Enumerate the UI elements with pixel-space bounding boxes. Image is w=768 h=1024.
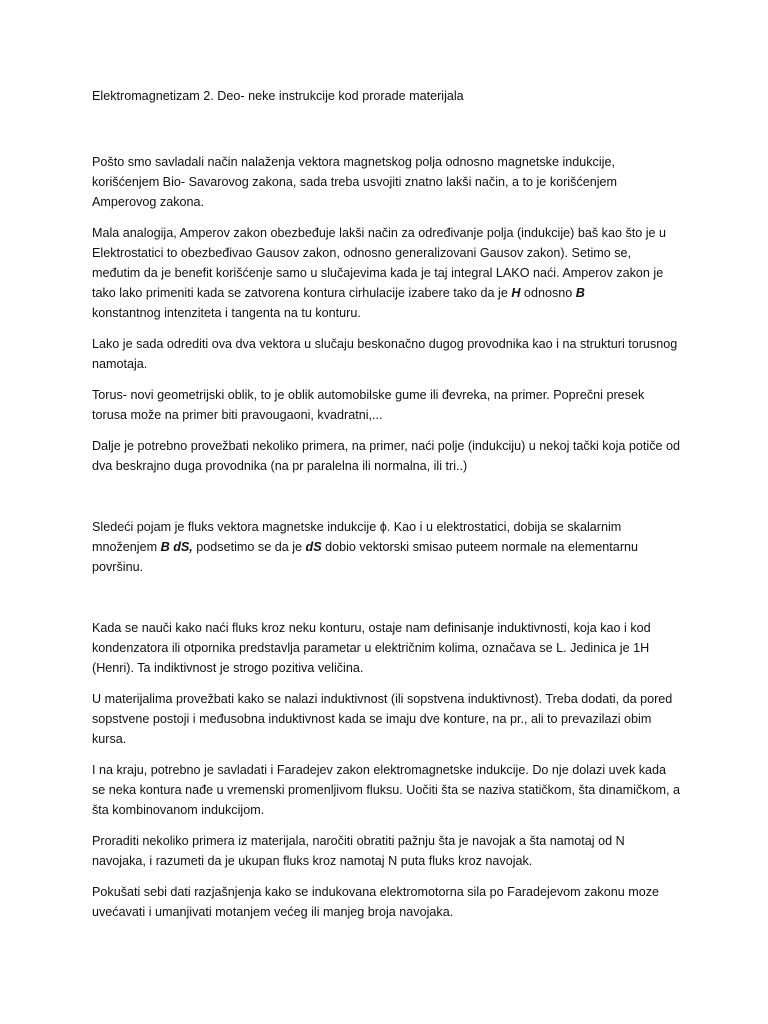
paragraph-infinite-conductor: Lako je sada odrediti ova dva vektora u slučaju beskonačno dugog provodnika kao i na strukturi torusnog namotaja. [92,337,678,371]
paragraph-flux [92,517,682,577]
paragraph-text: konstantnog intenziteta i tangenta na tu konturu. [92,306,361,320]
paragraph-ampere-analogy [92,223,682,323]
paragraph-faraday-law: I na kraju, potrebno je savladati i Faradejev zakon elektromagnetske indukcije. Do nje dolazi uvek kada se neka kontura nađe u vremenski promenljivom fluksu. Uočiti šta se naziva statičkom, šta dinamičkom, a šta kombinovanom indukcijom. [92,763,680,817]
paragraph-winding-examples: Proraditi nekoliko primera iz materijala, naročiti obratiti pažnju šta je navojak a šta namotaj od N navojaka, i razumeti da je ukupan fluks kroz namotaj N puta fluks kroz navojak. [92,834,625,868]
paragraph-text: odnosno [520,286,576,300]
paragraph-text: dobio vektorski smisao puteem normale na elementarnu površinu. [92,540,639,574]
paragraph-practice-examples: Dalje je potrebno provežbati nekoliko primera, na primer, naći polje (indukciju) u nekoj tački koja potiče od dva beskrajno duga provodnika (na pr paralelna ili normalna, ili tri..) [92,439,681,473]
paragraph-text: Mala analogija, Amperov zakon obezbeđuje lakši način za određivanje polja (indukcije) baš kao što je u Elektrostatici to obezbeđivao Gausov zakon, odnosno generalizovani Gausov zakon). Setimo se, međutim da je benefit korišćenje samo u slučajevima kada je taj integral LAKO naći. Amperov zakon je tako lako primeniti kada se zatvorena kontura cirhulacije izabere tako da je [92,226,667,300]
paragraph-text: podsetimo se da je [192,540,306,554]
document-title: Elektromagnetizam 2. Deo- neke instrukcije kod prorade materijala [92,89,464,103]
paragraph-text: Sledeći pojam je fluks vektora magnetske indukcije ϕ. Kao i u elektrostatici, dobija se skalarnim množenjem [92,520,622,554]
paragraph-torus: Torus- novi geometrijski oblik, to je oblik automobilske gume ili đevreka, na primer. Poprečni presek torusa može na primer biti pravougaoni, kvadratni,... [92,388,645,422]
symbol-bds: B dS, [160,540,193,554]
paragraph-emf-explanation: Pokušati sebi dati razjašnjenja kako se indukovana elektromotorna sila po Faradejevom zakonu moze uvećavati i umanjivati motanjem većeg ili manjeg broja navojaka. [92,885,660,919]
symbol-ds: dS [305,540,322,554]
paragraph-mutual-inductance: U materijalima provežbati kako se nalazi induktivnost (ili sopstvena induktivnost). Treba dodati, da pored sopstvene postoji i međusobna induktivnost kada se imaju dve konture, na pr., ali to prevazilazi obim kursa. [92,692,673,746]
paragraph-inductance: Kada se nauči kako naći fluks kroz neku konturu, ostaje nam definisanje induktivnosti, koja kao i kod kondenzatora ili otpornika predstavlja parametar u električnim kolima, označava se L. Jedinica je 1H (Henri). Ta indiktivnost je strogo pozitiva veličina. [92,621,651,675]
symbol-h: H [511,286,521,300]
paragraph-biot-savart: Pošto smo savladali način nalaženja vektora magnetskog polja odnosno magnetske indukcije, korišćenjem Bio- Savarovog zakona, sada treba usvojiti znatno lakši način, a to je korišćenjem Amperovog zakona. [92,155,618,209]
symbol-b: B [575,286,585,300]
